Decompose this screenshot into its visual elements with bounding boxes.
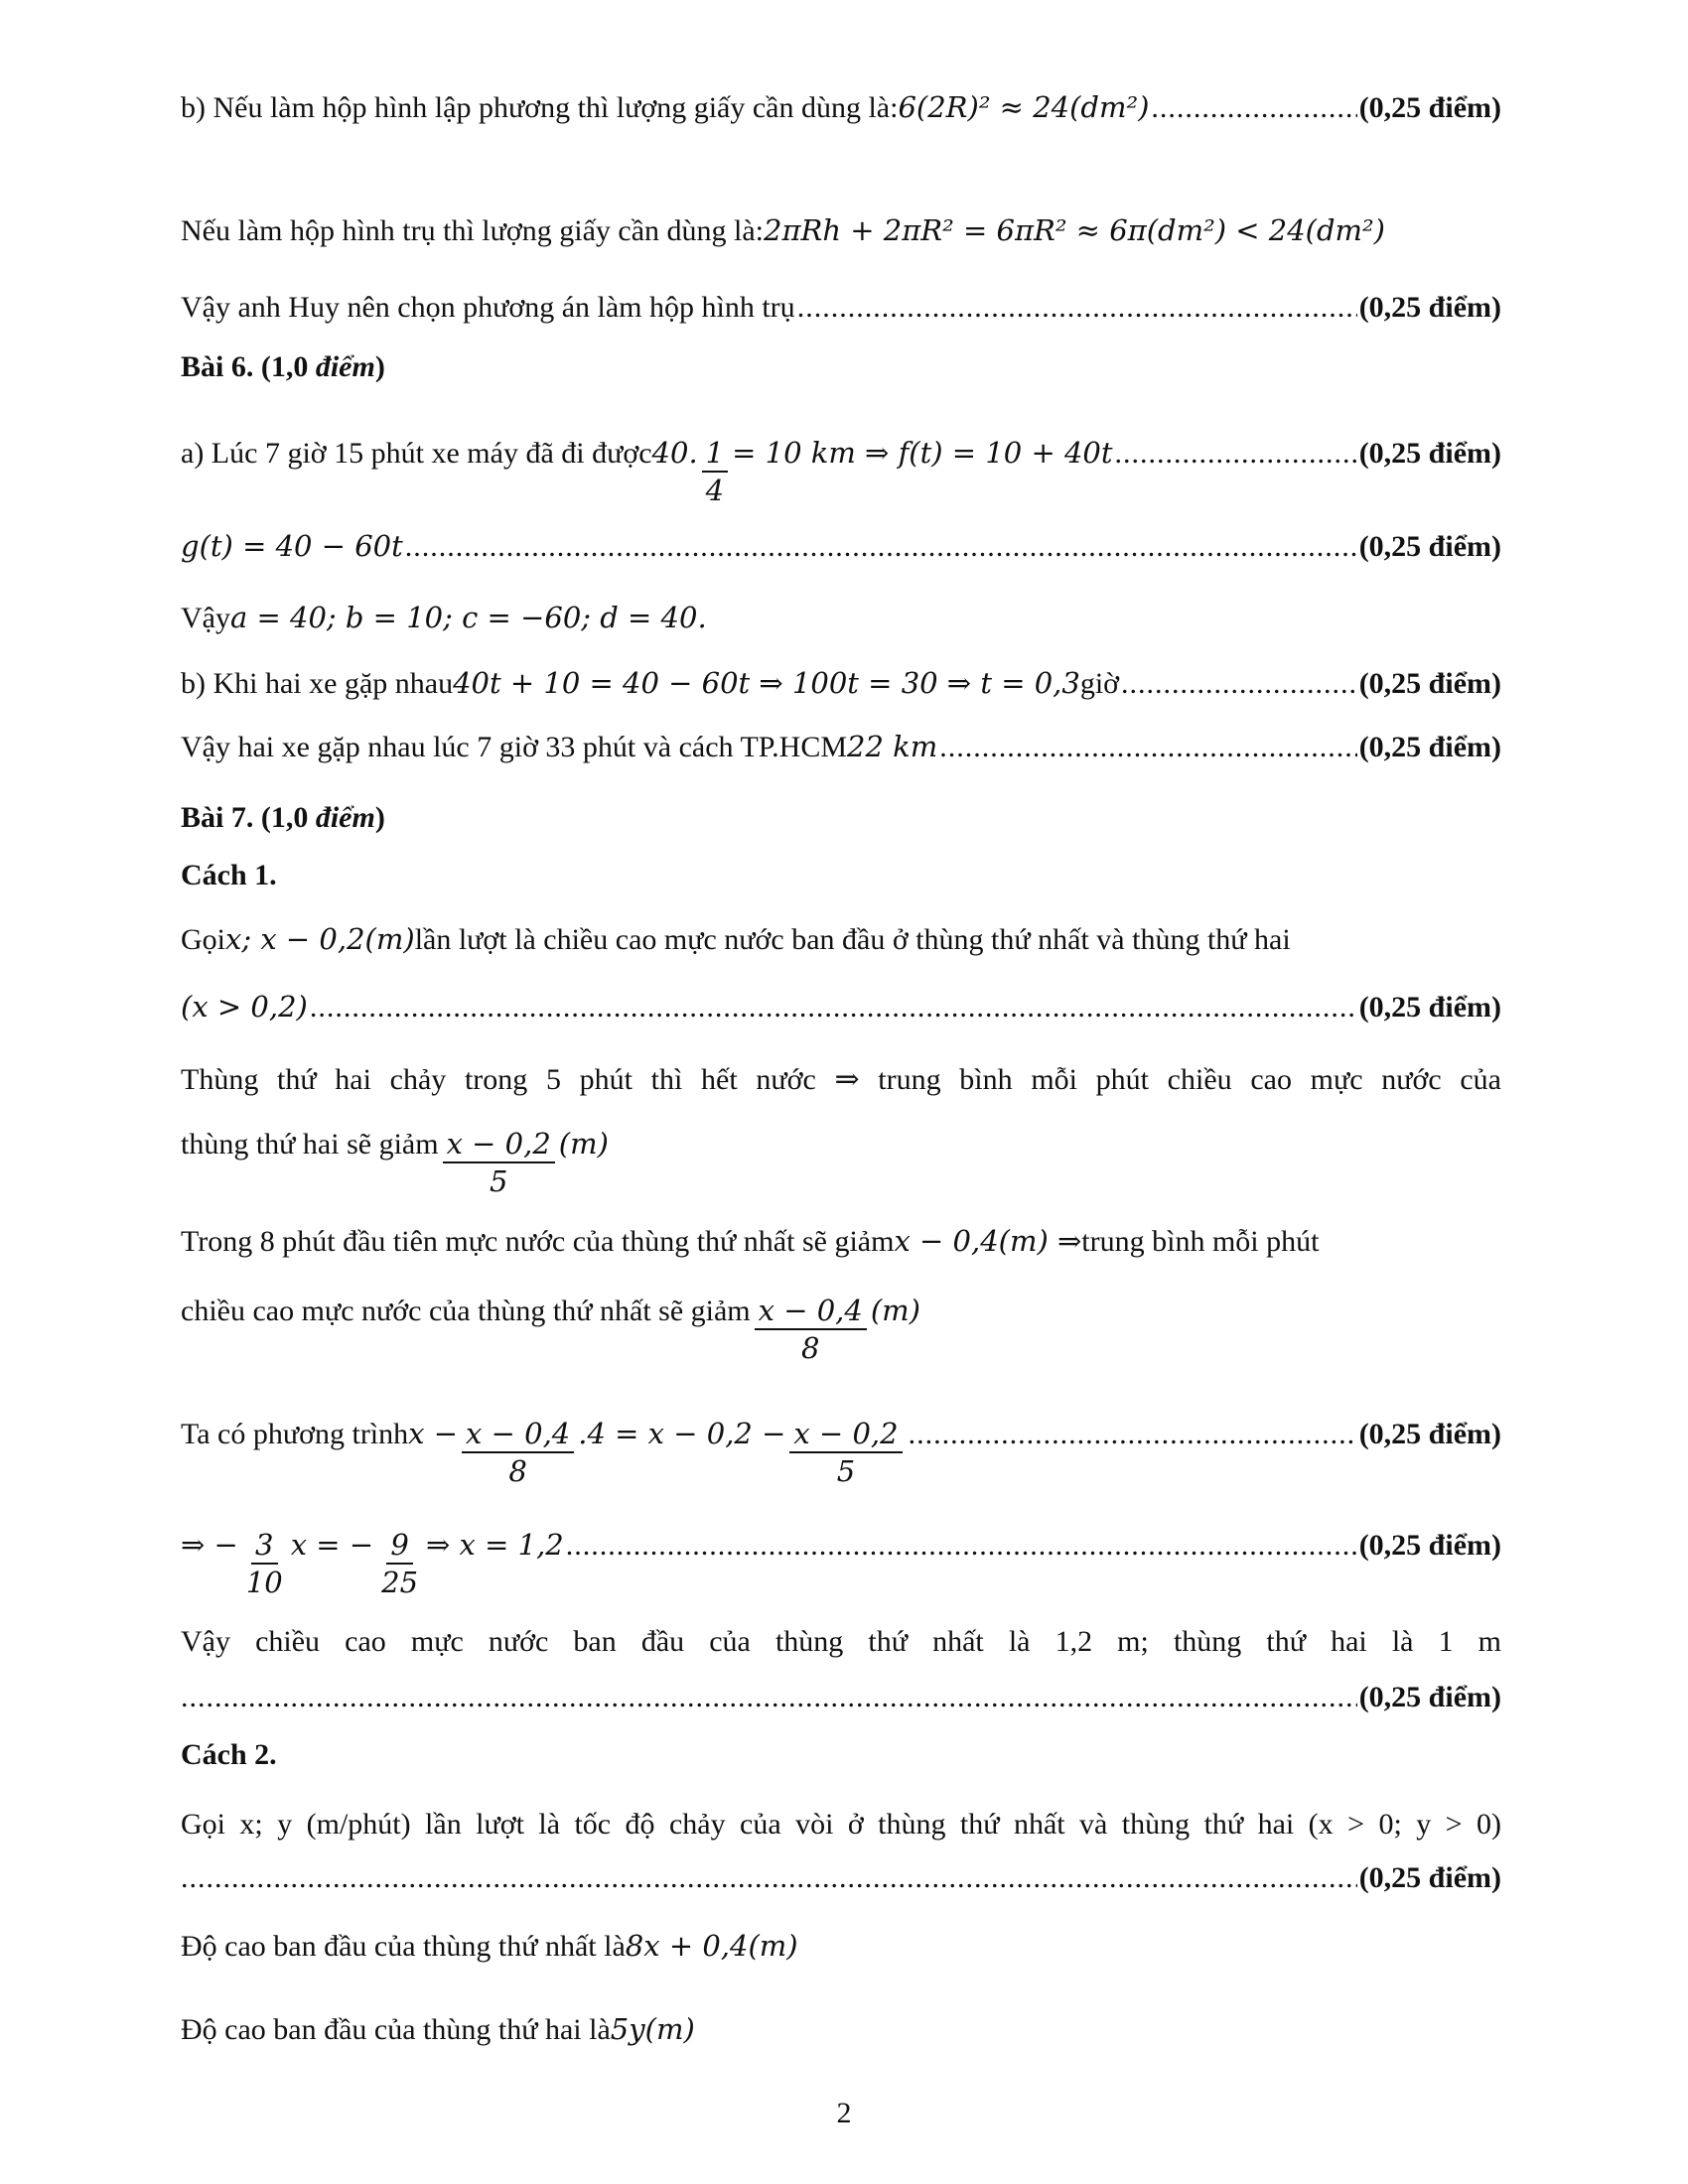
numerator: x − 0,2 [789, 1416, 902, 1453]
points-label: (0,25 điểm) [1358, 991, 1501, 1024]
line-tank2-drain: Thùng thứ hai chảy trong 5 phút thì hết nước ⇒ trung bình mỗi phút chiều cao mực nước của [181, 1063, 1501, 1096]
formula: g(t) = 40 − 60t [181, 529, 403, 563]
line-coefficients [181, 598, 1501, 638]
formula: x; x − 0,2(m) [225, 922, 415, 956]
text: Gọi [181, 923, 225, 956]
line-conclusion-heights: Vậy chiều cao mực nước ban đầu của thùng thứ nhất là 1,2 m; thùng thứ hai là 1 m [181, 1625, 1501, 1658]
formula: .4 = x − 0,2 − [578, 1417, 786, 1450]
fraction [755, 1293, 867, 1366]
numerator: 9 [386, 1527, 412, 1565]
text: b) Nếu làm hộp hình lập phương thì lượng giấy cần dùng là: [181, 91, 899, 124]
text: lần lượt là chiều cao mực nước ban đầu ở thùng thứ nhất và thùng thứ hai [414, 923, 1291, 956]
fraction [702, 435, 728, 508]
formula: 40. [651, 436, 698, 470]
numerator: 1 [702, 435, 728, 473]
leader-dots [181, 1858, 1357, 1898]
leader-dots [909, 1415, 1357, 1454]
formula: x − 0,4(m) ⇒ [894, 1224, 1082, 1258]
heading-text: Bài 7. (1,0 [181, 801, 316, 834]
line-dots-points [181, 1858, 1501, 1898]
formula: x = − [290, 1528, 374, 1562]
text: trung bình mỗi phút [1081, 1225, 1320, 1258]
unit: (m) [558, 1127, 609, 1160]
page-number: 2 [836, 2097, 852, 2129]
denominator: 5 [836, 1454, 856, 1488]
line-tank1-rate [181, 1291, 1501, 1366]
text: Vậy anh Huy nên chọn phương án làm hộp hình trụ [181, 291, 795, 324]
text: chiều cao mực nước của thùng thứ nhất sẽ giảm [181, 1295, 751, 1327]
text: Độ cao ban đầu của thùng thứ hai là [181, 2013, 611, 2046]
line-variables-cach1 [181, 919, 1501, 960]
formula: ⇒ − [181, 1528, 238, 1562]
numerator: x − 0,2 [443, 1126, 555, 1163]
points-label: (0,25 điểm) [1358, 1418, 1501, 1450]
line-condition [181, 987, 1501, 1027]
numerator: 3 [251, 1527, 277, 1565]
formula: 5y(m) [610, 2012, 695, 2046]
line-g-function [181, 526, 1501, 567]
points-label: (0,25 điểm) [1358, 291, 1501, 324]
text: Vậy hai xe gặp nhau lúc 7 giờ 33 phút và cách TP.HCM [181, 731, 848, 763]
heading-text: Bài 6. (1,0 [181, 350, 316, 383]
leader-dots [1121, 664, 1357, 704]
text: Nếu làm hộp hình trụ thì lượng giấy cần dùng là: [181, 214, 765, 247]
fraction [377, 1527, 422, 1600]
denominator: 8 [508, 1454, 527, 1488]
fraction [242, 1527, 287, 1600]
line-6b [181, 663, 1501, 704]
numerator: x − 0,4 [755, 1293, 867, 1330]
text: thùng thứ hai sẽ giảm [181, 1128, 439, 1160]
points-label: (0,25 điểm) [1358, 731, 1501, 763]
line-conclusion-cylinder [181, 288, 1501, 328]
text: Độ cao ban đầu của thùng thứ nhất là [181, 1930, 626, 1963]
points-label: (0,25 điểm) [1358, 91, 1501, 124]
text: Ta có phương trình [181, 1418, 409, 1450]
leader-dots [939, 728, 1356, 767]
formula: x − [408, 1417, 459, 1450]
leader-dots [310, 988, 1357, 1027]
line-tank2-rate [181, 1124, 1501, 1199]
line-variables-cach2: Gọi x; y (m/phút) lần lượt là tốc độ chảy của vòi ở thùng thứ nhất và thùng thứ hai (x > 0; y > 0) [181, 1808, 1501, 1841]
numerator: x − 0,4 [462, 1416, 574, 1453]
heading-bai-7 [181, 798, 1501, 838]
leader-dots [181, 1678, 1357, 1717]
denominator: 8 [801, 1331, 820, 1365]
fraction [443, 1126, 555, 1199]
fraction [789, 1416, 902, 1489]
heading-close: ) [374, 801, 385, 834]
formula: 8x + 0,4(m) [625, 1929, 798, 1963]
points-label: (0,25 điểm) [1358, 1529, 1501, 1562]
text: Trong 8 phút đầu tiên mực nước của thùng thứ nhất sẽ giảm [181, 1225, 895, 1258]
line-meeting-time [181, 727, 1501, 767]
heading-points-word: điểm [315, 350, 375, 383]
heading-bai-6 [181, 347, 1501, 387]
text: Vậy [181, 602, 230, 634]
heading-points-word: điểm [315, 801, 375, 834]
leader-dots [566, 1526, 1357, 1566]
points-label: (0,25 điểm) [1358, 1681, 1501, 1713]
denominator: 4 [705, 474, 725, 507]
line-tank1-drop [181, 1221, 1501, 1262]
formula: (x > 0,2) [181, 990, 308, 1024]
denominator: 10 [245, 1566, 283, 1599]
points-label: (0,25 điểm) [1358, 437, 1501, 470]
line-solution [181, 1525, 1501, 1600]
text: b) Khi hai xe gặp nhau [181, 667, 454, 700]
formula: 40t + 10 = 40 − 60t ⇒ 100t = 30 ⇒ t = 0,3 [453, 666, 1080, 700]
formula: a = 40; b = 10; c = −60; d = 40. [229, 601, 707, 634]
line-cube-paper [181, 87, 1501, 128]
formula: 6(2R)² ≈ 24(dm²) [898, 90, 1150, 124]
heading-close: ) [374, 350, 385, 383]
formula: = 10 km ⇒ f(t) = 10 + 40t [732, 436, 1113, 470]
leader-dots [797, 288, 1357, 328]
text: a) Lúc 7 giờ 15 phút xe máy đã đi được [181, 437, 652, 470]
formula: 22 km [847, 730, 938, 763]
line-6a [181, 433, 1501, 508]
formula: ⇒ x = 1,2 [426, 1528, 564, 1562]
formula: 2πRh + 2πR² = 6πR² ≈ 6π(dm²) < 24(dm²) [764, 213, 1385, 247]
denominator: 25 [381, 1566, 419, 1599]
points-label: (0,25 điểm) [1358, 1861, 1501, 1894]
leader-dots [1151, 88, 1356, 128]
denominator: 5 [489, 1164, 508, 1198]
line-tank2-height [181, 2009, 1501, 2050]
line-cylinder-paper [181, 210, 1501, 251]
leader-dots [405, 527, 1357, 567]
unit: (m) [870, 1294, 920, 1327]
heading-cach-2: Cách 2. [181, 1738, 277, 1771]
heading-cach-1: Cách 1. [181, 859, 277, 891]
line-tank1-height [181, 1926, 1501, 1967]
fraction [462, 1416, 574, 1489]
points-label: (0,25 điểm) [1358, 530, 1501, 563]
text-tail: giờ [1079, 667, 1120, 700]
line-equation [181, 1414, 1501, 1489]
leader-dots [1115, 434, 1357, 474]
points-label: (0,25 điểm) [1358, 667, 1501, 700]
line-dots-points [181, 1678, 1501, 1717]
